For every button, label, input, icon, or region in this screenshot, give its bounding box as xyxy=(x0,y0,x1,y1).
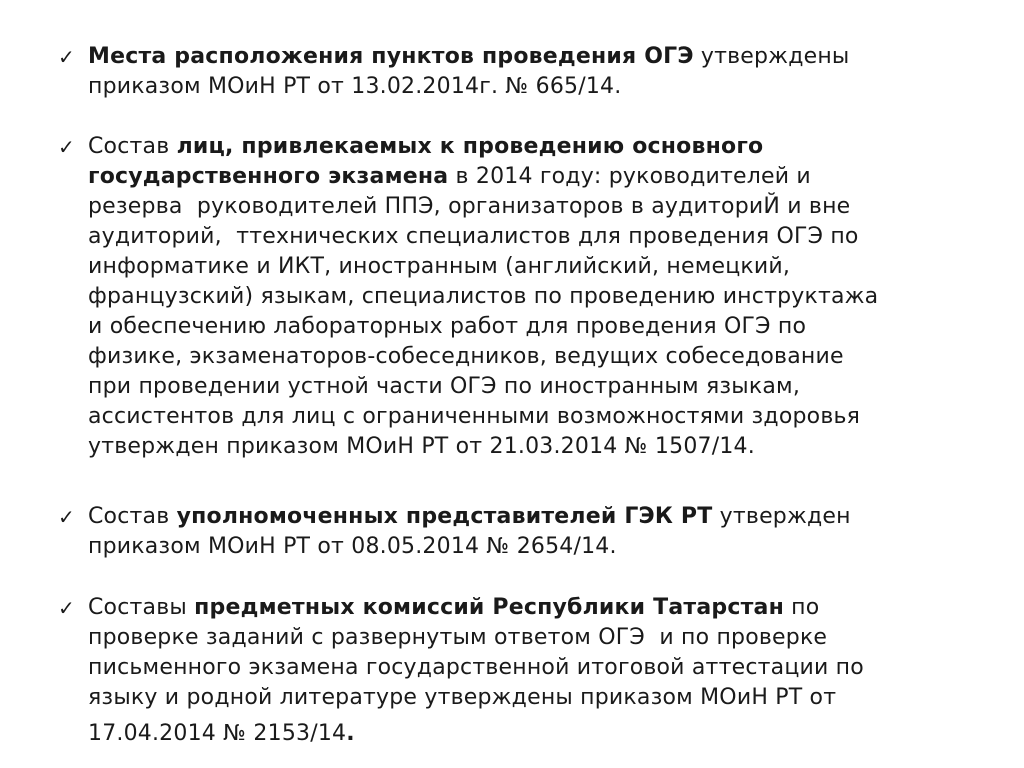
text-line xyxy=(88,713,988,755)
text-line xyxy=(88,282,988,312)
checkmark-icon: ✓ xyxy=(58,505,75,529)
text-line xyxy=(88,42,988,72)
text-segment: по xyxy=(783,595,820,620)
bold-text: лиц, привлекаемых к проведению основного xyxy=(176,134,764,159)
text-segment: французский) языкам, специалистов по проведению инструктажа xyxy=(88,284,879,309)
text-segment: 17.04.2014 № 2153/14 xyxy=(88,721,347,746)
text-segment: Состав xyxy=(88,134,177,159)
bold-text: уполномоченных представителей ГЭК РТ xyxy=(176,504,713,529)
text-segment: физике, экзаменаторов-собеседников, ведущих собеседование xyxy=(88,344,844,369)
text-segment: приказом МОиН РТ от 08.05.2014 № 2654/14. xyxy=(88,534,617,559)
text-segment: утвержден приказом МОиН РТ от 21.03.2014 № 1507/14. xyxy=(88,434,755,459)
bullet-text xyxy=(88,42,988,102)
bold-text: Места расположения пунктов проведения ОГЭ xyxy=(88,44,694,69)
text-segment: при проведении устной части ОГЭ по иностранным языкам, xyxy=(88,374,801,399)
text-segment: резерва руководителей ППЭ, организаторов в аудиториЙ и вне xyxy=(88,194,851,219)
bold-text: предметных комиссий Республики Татарстан xyxy=(194,595,784,620)
text-segment: приказом МОиН РТ от 13.02.2014г. № 665/14. xyxy=(88,74,622,99)
text-line xyxy=(88,252,988,282)
text-segment: ассистентов для лиц с ограниченными возможностями здоровья xyxy=(88,404,861,429)
text-segment: и обеспечению лабораторных работ для проведения ОГЭ по xyxy=(88,314,807,339)
text-line xyxy=(88,132,988,162)
text-line xyxy=(88,222,988,252)
text-line xyxy=(88,593,988,623)
bullet-text xyxy=(88,132,988,462)
text-line xyxy=(88,162,988,192)
text-segment: аудиторий, ттехнических специалистов для проведения ОГЭ по xyxy=(88,224,859,249)
text-segment: языку и родной литературе утверждены приказом МОиН РТ от xyxy=(88,685,837,710)
text-segment: проверке заданий с развернутым ответом ОГЭ и по проверке xyxy=(88,625,828,650)
text-segment: Составы xyxy=(88,595,195,620)
text-segment: утвержден xyxy=(712,504,851,529)
text-line xyxy=(88,192,988,222)
text-line xyxy=(88,312,988,342)
text-segment: информатике и ИКТ, иностранным (английский, немецкий, xyxy=(88,254,791,279)
checkmark-icon: ✓ xyxy=(58,596,75,620)
text-segment: письменного экзамена государственной итоговой аттестации по xyxy=(88,655,864,680)
text-line xyxy=(88,532,988,562)
text-line xyxy=(88,372,988,402)
text-line xyxy=(88,502,988,532)
text-segment: утверждены xyxy=(693,44,850,69)
text-line xyxy=(88,342,988,372)
checkmark-icon: ✓ xyxy=(58,45,75,69)
text-segment: в 2014 году: руководителей и xyxy=(448,164,811,189)
text-line xyxy=(88,623,988,653)
bold-text: государственного экзамена xyxy=(88,164,449,189)
text-line xyxy=(88,683,988,713)
text-segment: Состав xyxy=(88,504,177,529)
text-line xyxy=(88,72,988,102)
bullet-text xyxy=(88,502,988,562)
bold-text: . xyxy=(346,721,355,746)
text-line xyxy=(88,432,988,462)
text-line xyxy=(88,653,988,683)
bullet-text xyxy=(88,593,988,755)
checkmark-icon: ✓ xyxy=(58,135,75,159)
text-line xyxy=(88,402,988,432)
